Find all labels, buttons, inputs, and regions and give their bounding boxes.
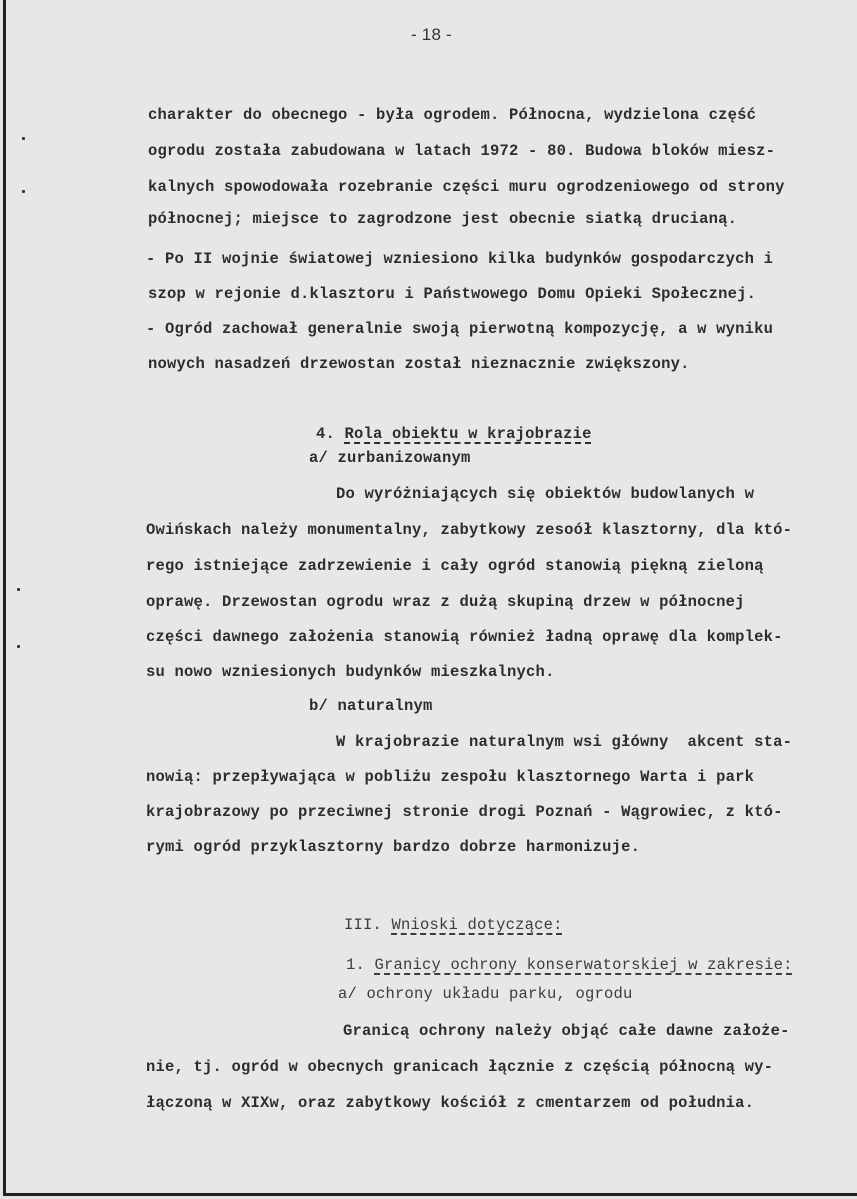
margin-mark <box>22 190 25 193</box>
margin-mark <box>22 137 25 140</box>
item-number: 1. <box>346 956 366 974</box>
paragraph-line: Granicą ochrony należy objąć całe dawne założe- <box>343 1022 790 1040</box>
subsection-label: b/ naturalnym <box>309 697 433 715</box>
section-number: 4. <box>316 425 336 443</box>
typewritten-page <box>3 0 857 1196</box>
paragraph-line: Owińskach należy monumentalny, zabytkowy zesoół klasztorny, dla któ- <box>146 521 793 539</box>
subsection-label: a/ zurbanizowanym <box>309 449 471 467</box>
section-number: III. <box>344 916 383 934</box>
bullet-line: szop w rejonie d.klasztoru i Państwowego Domu Opieki Społecznej. <box>148 285 757 303</box>
margin-mark <box>17 588 20 591</box>
paragraph-line: łączoną w XIXw, oraz zabytkowy kościół z cmentarzem od południa. <box>146 1094 755 1112</box>
paragraph-line: nie, tj. ogród w obecnych granicach łącznie z częścią północną wy- <box>146 1058 774 1076</box>
paragraph-line: części dawnego założenia stanowią również ładną oprawę dla komplek- <box>146 628 783 646</box>
paragraph-line: nowią: przepływająca w pobliżu zespołu klasztornego Warta i park <box>146 768 755 786</box>
paragraph-line: Do wyróżniających się obiektów budowlanych w <box>336 485 755 503</box>
bullet-line: - Ogród zachował generalnie swoją pierwotną kompozycję, a w wyniku <box>146 320 774 338</box>
page-number: - 18 - <box>411 25 452 44</box>
paragraph-line: charakter do obecnego - była ogrodem. Północna, wydzielona część <box>148 106 757 124</box>
paragraph-line: su nowo wzniesionych budynków mieszkalnych. <box>146 663 555 681</box>
paragraph-line: W krajobrazie naturalnym wsi główny akcent sta- <box>336 733 793 751</box>
paragraph-line: ogrodu została zabudowana w latach 1972 - 80. Budowa bloków miesz- <box>148 142 776 160</box>
paragraph-line: oprawę. Drzewostan ogrodu wraz z dużą skupiną drzew w północnej <box>146 593 745 611</box>
paragraph-line: kalnych spowodowała rozebranie części muru ogrodzeniowego od strony <box>148 178 785 196</box>
bullet-line: nowych nasadzeń drzewostan został nieznacznie zwiększony. <box>148 355 690 373</box>
paragraph-line: rego istniejące zadrzewienie i cały ogród stanowią piękną zieloną <box>146 557 764 575</box>
item-heading <box>308 938 793 992</box>
section-title: Rola obiektu w krajobrazie <box>344 425 592 443</box>
margin-mark <box>17 645 20 648</box>
item-title: Granicy ochrony konserwatorskiej w zakresie: <box>374 956 793 974</box>
section-title: Wnioski dotyczące: <box>391 916 563 934</box>
subsection-label: a/ ochrony układu parku, ogrodu <box>338 985 633 1003</box>
paragraph-line: rymi ogród przyklasztorny bardzo dobrze harmonizuje. <box>146 838 641 856</box>
paragraph-line: krajobrazowy po przeciwnej stronie drogi Poznań - Wągrowiec, z któ- <box>146 803 783 821</box>
paragraph-line: północnej; miejsce to zagrodzone jest obecnie siatką drucianą. <box>148 210 738 228</box>
bullet-line: - Po II wojnie światowej wzniesiono kilka budynków gospodarczych i <box>146 250 774 268</box>
